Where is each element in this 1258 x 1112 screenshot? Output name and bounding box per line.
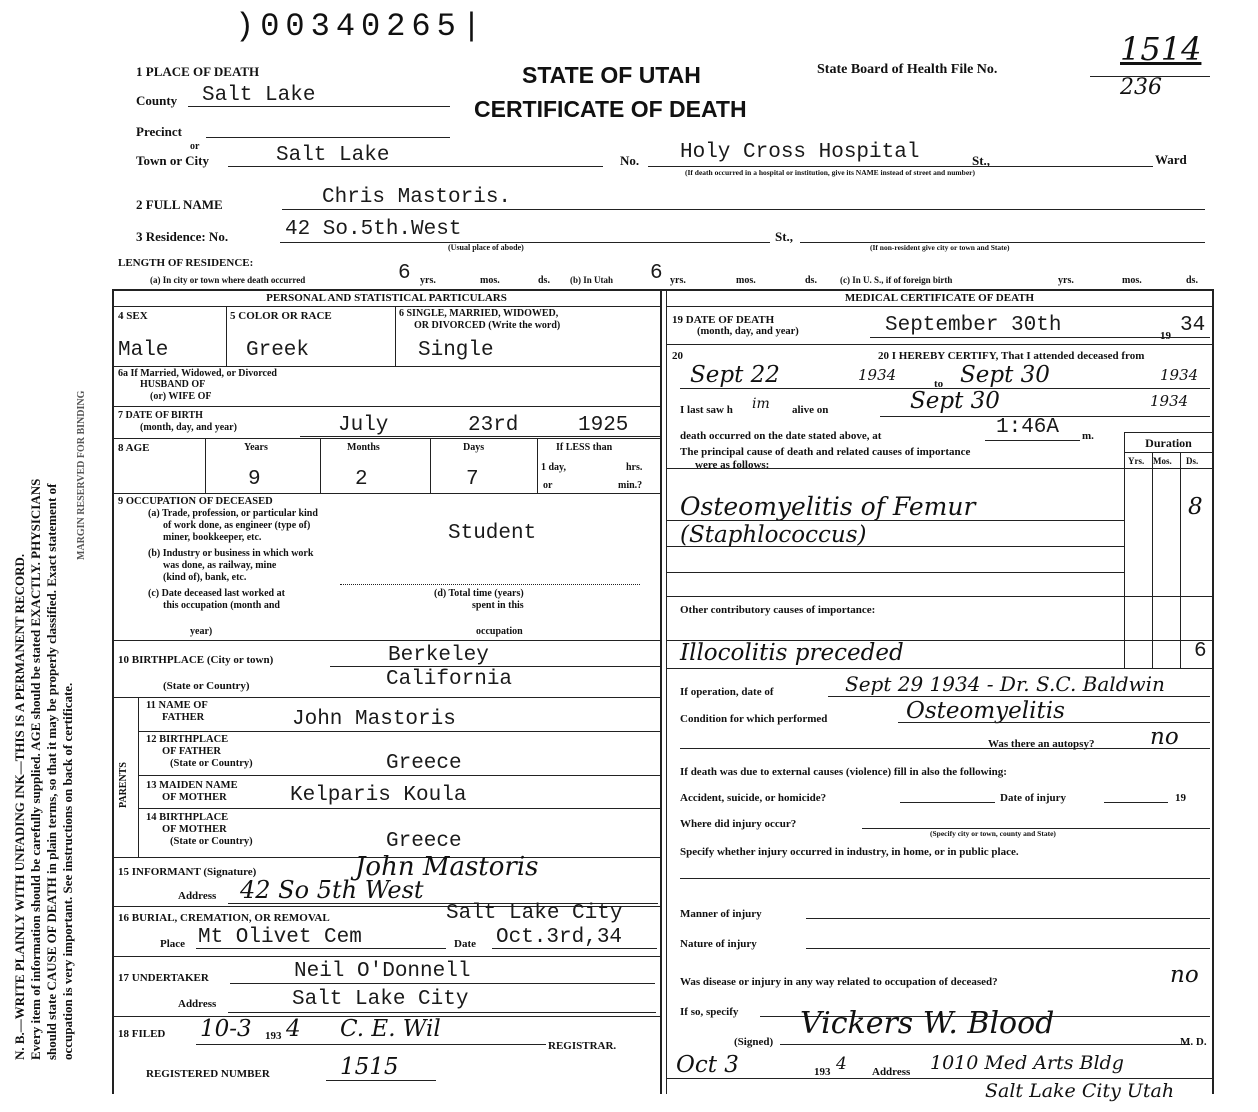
occ-c-line3: year) bbox=[190, 626, 213, 637]
note-cause: should state CAUSE OF DEATH in plain terms, so that it may be properly classified. Exact statement of bbox=[44, 483, 59, 1060]
hrs-label: hrs. bbox=[626, 462, 643, 473]
injury-date-label: Date of injury bbox=[1000, 792, 1066, 804]
nature-label: Nature of injury bbox=[680, 938, 757, 950]
last-seen-year: 1934 bbox=[1150, 392, 1189, 410]
yrs-label-2: yrs. bbox=[670, 275, 686, 286]
informant-address-label: Address bbox=[178, 890, 217, 902]
yrs-label-3: yrs. bbox=[1058, 275, 1074, 286]
informant-address: 42 So 5th West bbox=[240, 876, 424, 904]
color-label: 5 COLOR OR RACE bbox=[230, 310, 332, 322]
note-info: Every item of information should be carefully supplied. AGE should be stated EXACTLY. PHYSICIANS bbox=[28, 478, 43, 1060]
attend-from: Sept 22 bbox=[690, 362, 780, 388]
place-heading: 1 PLACE OF DEATH bbox=[136, 64, 260, 79]
filed-year-prefix: 193 bbox=[265, 1030, 282, 1042]
st-label: St., bbox=[972, 153, 991, 168]
cause-primary: Osteomyelitis of Femur bbox=[680, 492, 976, 521]
birth-state-value: California bbox=[386, 668, 513, 691]
duration-label: Duration bbox=[1145, 436, 1192, 450]
sign-date: Oct 3 bbox=[676, 1052, 739, 1078]
undertaker-address-label: Address bbox=[178, 998, 217, 1010]
autopsy-value: no bbox=[1150, 724, 1179, 750]
mos-label: mos. bbox=[480, 275, 500, 286]
undertaker-value: Neil O'Donnell bbox=[294, 960, 471, 983]
parents-label: PARENTS bbox=[118, 762, 129, 808]
father-birth-label-1: 12 BIRTHPLACE bbox=[146, 734, 229, 745]
marital-value: Single bbox=[418, 339, 494, 362]
physician-address: 1010 Med Arts Bldg bbox=[930, 1052, 1124, 1074]
cause-label-1: The principal cause of death and related causes of importance bbox=[680, 446, 971, 458]
county-label: County bbox=[136, 93, 178, 108]
mother-label-2: OF MOTHER bbox=[162, 792, 227, 803]
occupation-value: Student bbox=[448, 522, 537, 545]
registered-number: 1515 bbox=[340, 1054, 399, 1080]
contrib-days: 6 bbox=[1194, 640, 1207, 663]
occ-c-line2: this occupation (month and bbox=[163, 600, 280, 611]
burial-place-label: Place bbox=[160, 938, 186, 950]
age-label: 8 AGE bbox=[118, 442, 150, 454]
death-time: 1:46A bbox=[996, 416, 1060, 439]
burial-place-value: Mt Olivet Cem bbox=[198, 926, 362, 949]
note-occupation: occupation is very important. See instructions on back of certificate. bbox=[60, 682, 75, 1060]
spouse-label-3: (or) WIFE OF bbox=[150, 391, 212, 402]
ds-label-2: ds. bbox=[805, 275, 817, 286]
occ-a-line2: of work done, as engineer (type of) bbox=[163, 520, 311, 531]
where-injury-note: (Specify city or town, county and State) bbox=[930, 829, 1056, 838]
no-label: No. bbox=[620, 153, 640, 168]
hospital-note: (If death occurred in a hospital or institution, give its NAME instead of street and number) bbox=[685, 168, 976, 177]
burial-date-value: Oct.3rd,34 bbox=[496, 926, 623, 949]
residence-value: 42 So.5th.West bbox=[285, 218, 462, 241]
dod-label-1: 19 DATE OF DEATH bbox=[672, 314, 775, 326]
spouse-label-1: 6a If Married, Widowed, or Divorced bbox=[118, 368, 277, 379]
father-birth-label-2: OF FATHER bbox=[162, 746, 222, 757]
operation-label: If operation, date of bbox=[680, 686, 774, 698]
age-days: 7 bbox=[466, 468, 479, 491]
where-injury-label: Where did injury occur? bbox=[680, 818, 797, 830]
attend-to: Sept 30 bbox=[960, 362, 1050, 388]
sign-year-prefix: 193 bbox=[814, 1066, 831, 1078]
registrar-label: REGISTRAR. bbox=[548, 1040, 617, 1052]
accident-label: Accident, suicide, or homicide? bbox=[680, 792, 827, 804]
marital-label-2: OR DIVORCED (Write the word) bbox=[414, 320, 561, 331]
specify-injury-label: Specify whether injury occurred in industry, in home, or in public place. bbox=[680, 846, 1019, 858]
manner-label: Manner of injury bbox=[680, 908, 762, 920]
condition-label: Condition for which performed bbox=[680, 713, 828, 725]
mos-label-2: mos. bbox=[736, 275, 756, 286]
certify-label: 20 I HEREBY CERTIFY, That I attended deceased from bbox=[878, 350, 1145, 362]
residence-st-label: St., bbox=[775, 229, 794, 244]
ds-label: ds. bbox=[538, 275, 550, 286]
town-value: Salt Lake bbox=[276, 144, 390, 167]
mother-birth-value: Greece bbox=[386, 830, 462, 853]
one-day-label: 1 day, bbox=[541, 462, 567, 473]
duration-yrs-col: Yrs. bbox=[1128, 456, 1145, 466]
duration-ds-col: Ds. bbox=[1186, 456, 1199, 466]
if-so-label: If so, specify bbox=[680, 1006, 739, 1018]
mother-value: Kelparis Koula bbox=[290, 784, 467, 807]
age-years: 9 bbox=[248, 468, 261, 491]
occ-c-line1: (c) Date deceased last worked at bbox=[148, 588, 285, 599]
burial-label: 16 BURIAL, CREMATION, OR REMOVAL bbox=[118, 912, 330, 924]
age-months-label: Months bbox=[347, 442, 380, 453]
length-label: LENGTH OF RESIDENCE: bbox=[118, 257, 254, 269]
alive-label: alive on bbox=[792, 404, 829, 416]
attend-from-year: 1934 bbox=[858, 366, 897, 384]
age-days-label: Days bbox=[463, 442, 485, 453]
occupation-related-label: Was disease or injury in any way related to occupation of deceased? bbox=[680, 976, 998, 988]
injury-year-label: 19 bbox=[1175, 792, 1186, 804]
father-birth-value: Greece bbox=[386, 752, 462, 775]
contrib-label: Other contributory causes of importance: bbox=[680, 604, 876, 616]
occurred-label: death occurred on the date stated above, at bbox=[680, 430, 882, 442]
birth-state-label: (State or Country) bbox=[163, 680, 250, 692]
mother-label-1: 13 MAIDEN NAME bbox=[146, 780, 238, 791]
age-months: 2 bbox=[355, 468, 368, 491]
mother-birth-label-3: (State or Country) bbox=[170, 836, 253, 847]
length-city-label: (a) In city or town where death occurred bbox=[150, 275, 306, 285]
filed-label: 18 FILED bbox=[118, 1028, 166, 1040]
signed-label: (Signed) bbox=[734, 1036, 774, 1048]
lastsaw-him: im bbox=[752, 396, 770, 412]
dod-year: 34 bbox=[1180, 314, 1206, 337]
duration-mos-col: Mos. bbox=[1153, 456, 1172, 466]
dob-year: 1925 bbox=[578, 414, 629, 437]
dod-year-prefix: 19 bbox=[1160, 330, 1171, 342]
informant-label: 15 INFORMANT (Signature) bbox=[118, 866, 257, 878]
attend-to-label: to bbox=[934, 378, 944, 390]
filed-date: 10-3 bbox=[200, 1016, 252, 1042]
autopsy-label: Was there an autopsy? bbox=[988, 738, 1095, 750]
last-seen-date: Sept 30 bbox=[910, 388, 1000, 414]
occupation-label: 9 OCCUPATION OF DECEASED bbox=[118, 496, 273, 507]
mos-label-3: mos. bbox=[1122, 275, 1142, 286]
dob-month: July bbox=[338, 414, 389, 437]
file-no-sub: 236 bbox=[1120, 75, 1162, 100]
undertaker-label: 17 UNDERTAKER bbox=[118, 972, 209, 984]
dob-label-1: 7 DATE OF BIRTH bbox=[118, 410, 203, 421]
cause-primary-days: 8 bbox=[1188, 494, 1203, 520]
cause-label-2: were as follows: bbox=[695, 459, 770, 471]
occ-b-line3: (kind of), bank, etc. bbox=[163, 572, 247, 583]
name-label: 2 FULL NAME bbox=[136, 197, 223, 212]
occ-a-line1: (a) Trade, profession, or particular kind bbox=[148, 508, 318, 519]
undertaker-address-value: Salt Lake City bbox=[292, 988, 469, 1011]
spouse-label-2: HUSBAND OF bbox=[140, 379, 206, 390]
title-state: STATE OF UTAH bbox=[522, 62, 701, 88]
dob-day: 23rd bbox=[468, 414, 519, 437]
birthplace-value: Berkeley bbox=[388, 644, 489, 667]
or-min-label: or bbox=[543, 480, 553, 491]
title-certificate: CERTIFICATE OF DEATH bbox=[474, 96, 747, 122]
father-label-1: 11 NAME OF bbox=[146, 700, 208, 711]
attend-to-year: 1934 bbox=[1160, 366, 1199, 384]
town-label: Town or City bbox=[136, 153, 209, 168]
occ-a-line3: miner, bookkeeper, etc. bbox=[163, 532, 262, 543]
father-label-2: FATHER bbox=[162, 712, 205, 723]
name-value: Chris Mastoris. bbox=[322, 186, 512, 209]
color-value: Greek bbox=[246, 339, 310, 362]
note-ink: N. B.—WRITE PLAINLY WITH UNFADING INK—THIS IS A PERMANENT RECORD. bbox=[12, 553, 27, 1060]
occ-b-line1: (b) Industry or business in which work bbox=[148, 548, 314, 559]
serial-number: )00340265| bbox=[235, 8, 488, 45]
residence-note: (Usual place of abode) bbox=[448, 243, 524, 252]
operation-date: Sept 29 1934 - Dr. S.C. Baldwin bbox=[845, 672, 1165, 696]
mother-birth-label-1: 14 BIRTHPLACE bbox=[146, 812, 229, 823]
burial-value: Salt Lake City bbox=[446, 902, 623, 925]
certify-num: 20 bbox=[672, 350, 683, 362]
occupation-related-value: no bbox=[1170, 962, 1199, 988]
less-than-label: If LESS than bbox=[556, 442, 613, 453]
marital-label-1: 6 SINGLE, MARRIED, WIDOWED, bbox=[399, 308, 559, 319]
sex-value: Male bbox=[118, 339, 169, 362]
physician-address-city: Salt Lake City Utah bbox=[985, 1080, 1175, 1102]
condition-value: Osteomyelitis bbox=[906, 698, 1065, 724]
personal-heading: PERSONAL AND STATISTICAL PARTICULARS bbox=[266, 292, 507, 304]
filed-year: 4 bbox=[286, 1016, 301, 1042]
precinct-label: Precinct bbox=[136, 124, 182, 139]
informant-signature: John Mastoris bbox=[355, 852, 539, 882]
note-binding: MARGIN RESERVED FOR BINDING bbox=[76, 390, 87, 560]
file-no-label: State Board of Health File No. bbox=[817, 62, 998, 77]
dob-label-2: (month, day, and year) bbox=[140, 422, 237, 433]
registrar-signature: C. E. Wil bbox=[340, 1016, 441, 1042]
occ-d-line1: (d) Total time (years) bbox=[434, 588, 524, 599]
sex-label: 4 SEX bbox=[118, 310, 148, 322]
address-label: Address bbox=[872, 1066, 911, 1078]
father-birth-label-3: (State or Country) bbox=[170, 758, 253, 769]
length-us-label: (c) In U. S., if of foreign birth bbox=[840, 275, 953, 285]
occ-b-line2: was done, as railway, mine bbox=[163, 560, 277, 571]
age-years-label: Years bbox=[244, 442, 268, 453]
length-utah-years: 6 bbox=[650, 262, 663, 285]
mother-birth-label-2: OF MOTHER bbox=[162, 824, 227, 835]
length-city-years: 6 bbox=[398, 262, 411, 285]
ds-label-3: ds. bbox=[1186, 275, 1198, 286]
md-label: M. D. bbox=[1180, 1036, 1207, 1048]
ward-label: Ward bbox=[1155, 152, 1187, 167]
cause-secondary: (Staphlococcus) bbox=[680, 522, 867, 548]
occ-d-line2: spent in this bbox=[472, 600, 524, 611]
residence-label: 3 Residence: No. bbox=[136, 229, 229, 244]
sign-year: 4 bbox=[836, 1054, 847, 1074]
external-causes-label: If death was due to external causes (violence) fill in also the following: bbox=[680, 766, 1007, 778]
yrs-label: yrs. bbox=[420, 275, 436, 286]
time-m-label: m. bbox=[1082, 430, 1094, 442]
or-label: or bbox=[190, 141, 200, 152]
medical-heading: MEDICAL CERTIFICATE OF DEATH bbox=[844, 292, 1035, 304]
dod-label-2: (month, day, and year) bbox=[697, 326, 799, 337]
length-utah-label: (b) In Utah bbox=[570, 275, 614, 285]
lastsaw-label: I last saw h bbox=[680, 404, 733, 416]
contrib-cause: Illocolitis preceded bbox=[680, 640, 904, 666]
burial-date-label: Date bbox=[454, 938, 476, 950]
occ-d-line3: occupation bbox=[476, 626, 523, 637]
file-no-value: 1514 bbox=[1120, 30, 1202, 68]
min-label: min.? bbox=[618, 480, 643, 491]
birthplace-label: 10 BIRTHPLACE (City or town) bbox=[118, 654, 274, 666]
father-value: John Mastoris bbox=[292, 708, 456, 731]
nonresident-note: (If non-resident give city or town and State) bbox=[870, 243, 1010, 252]
dod-value: September 30th bbox=[885, 314, 1062, 337]
physician-signature: Vickers W. Blood bbox=[800, 1006, 1055, 1041]
hospital-value: Holy Cross Hospital bbox=[680, 141, 920, 164]
registered-number-label: REGISTERED NUMBER bbox=[146, 1068, 270, 1080]
county-value: Salt Lake bbox=[202, 84, 316, 107]
